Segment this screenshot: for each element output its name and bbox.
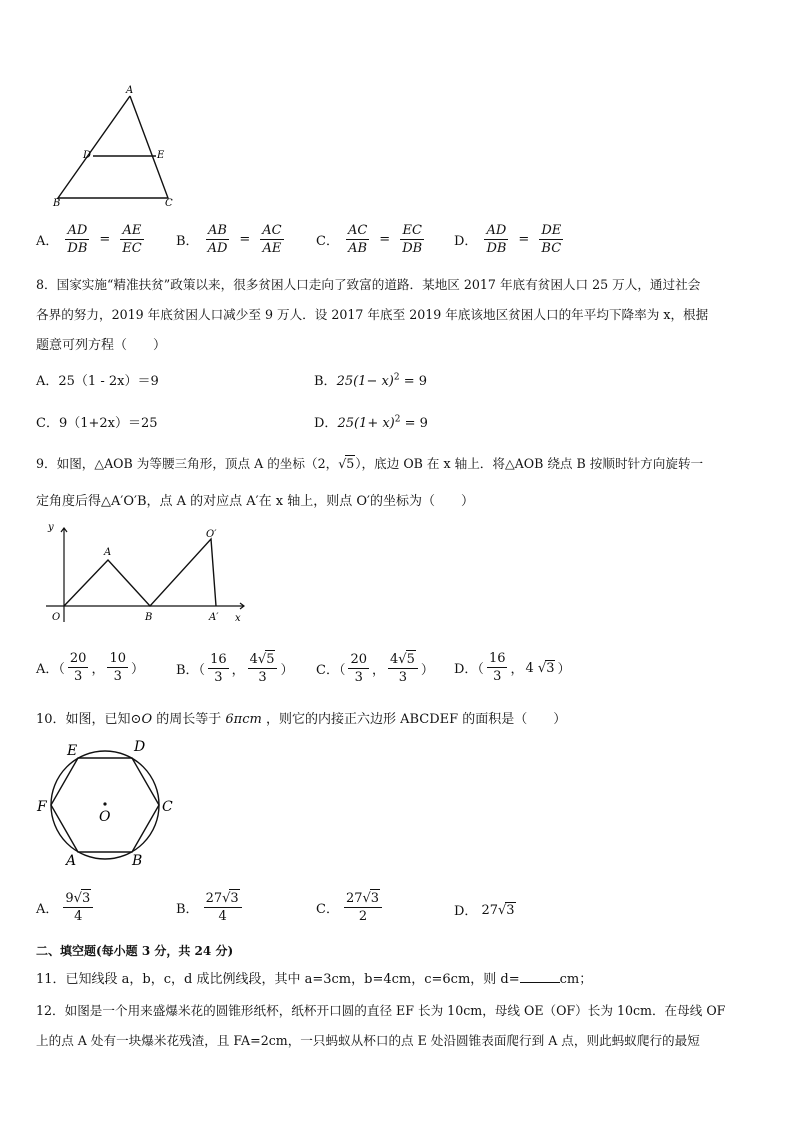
- label-a: A: [104, 547, 112, 558]
- section-2-heading: 二、填空题(每小题 3 分，共 24 分): [36, 944, 234, 958]
- q9-option-c[interactable]: C．（ $\frac{20}{3}$ ， $\frac{4√5}{3}$ ）: [316, 651, 434, 685]
- q9-line-2: 定角度后得△A′O′B，点 A 的对应点 A′在 x 轴上，则点 O′的坐标为（ ）: [36, 494, 474, 509]
- triangle-figure: [40, 82, 190, 212]
- label-b: B: [145, 612, 153, 623]
- q12-line-1: 12．如图是一个用来盛爆米花的圆锥形纸杯，纸杯开口圆的直径 EF 长为 10cm，母线 OE（OF）长为 10cm．在母线 OF: [36, 1003, 726, 1018]
- label-e: E: [157, 150, 165, 161]
- q11-answer-blank[interactable]: [520, 970, 560, 983]
- q8-line-3: 题意可列方程（ ）: [36, 338, 167, 353]
- q8-line-2: 各界的努力，2019 年底贫困人口减少至 9 万人．设 2017 年底至 2019 年底该地区贫困人口的年平均下降率为 x，根据: [36, 307, 709, 322]
- label-c: C: [162, 799, 173, 815]
- q10-option-a[interactable]: A． $\frac{9√3}{4}$: [36, 889, 94, 925]
- label-o: O: [99, 809, 111, 825]
- q7-option-b[interactable]: B． $\frac{AB}{AD}$ = $\frac{AC}{AE}$: [176, 223, 282, 256]
- q7-option-a[interactable]: A． $\frac{AD}{DB}$ = $\frac{AE}{EC}$: [36, 223, 142, 256]
- q8-option-d[interactable]: D．$25(1+ x)^2 = 9$: [314, 414, 428, 431]
- q9-option-b[interactable]: B．（ $\frac{16}{3}$ ， $\frac{4√5}{3}$ ）: [176, 651, 294, 685]
- q7-option-d[interactable]: D． $\frac{AD}{DB}$ = $\frac{DE}{BC}$: [454, 223, 562, 256]
- label-a: A: [126, 85, 134, 96]
- q7-option-c[interactable]: C． $\frac{AC}{AB}$ = $\frac{EC}{DB}$: [316, 223, 423, 256]
- axis-x-label: x: [235, 613, 241, 624]
- hexagon-figure: [36, 735, 186, 870]
- axis-y-label: y: [48, 522, 54, 533]
- q10-text: 10．如图，已知⊙O 的周长等于 6πcm ，则它的内接正六边形 ABCDEF 的面积是（ ）: [36, 712, 567, 727]
- label-d: D: [83, 150, 92, 161]
- q8-line-1: 8．国家实施“精准扶贫”政策以来，很多贫困人口走向了致富的道路．某地区 2017 年底有贫困人口 25 万人，通过社会: [36, 277, 701, 292]
- q11-text: 11．已知线段 a，b，c，d 成比例线段，其中 a=3cm，b=4cm，c=6cm，则 d= cm；: [36, 972, 593, 987]
- label-f: F: [37, 799, 47, 815]
- label-o: O: [52, 612, 61, 623]
- q12-line-2: 上的点 A 处有一块爆米花残渣，且 FA=2cm，一只蚂蚁从杯口的点 E 处沿圆锥表面爬行到 A 点，则此蚂蚁爬行的最短: [36, 1033, 700, 1048]
- coordinate-figure: [38, 518, 258, 628]
- q9-line-1: 9．如图，△AOB 为等腰三角形，顶点 A 的坐标（2，√5），底边 OB 在 x 轴上．将△AOB 绕点 B 按顺时针方向旋转一: [36, 456, 704, 471]
- q8-option-a[interactable]: A．25（1 - 2x）＝9: [36, 374, 159, 389]
- label-o-prime: O′: [206, 529, 217, 540]
- q8-option-b[interactable]: B．$25(1- x)^2 = 9$: [314, 372, 428, 389]
- label-e: E: [67, 743, 78, 759]
- label-a-prime: A′: [209, 612, 219, 623]
- label-d: D: [134, 739, 146, 755]
- label-c: C: [165, 198, 173, 209]
- q10-option-b[interactable]: B． $\frac{27√3}{4}$: [176, 889, 243, 925]
- q10-option-d[interactable]: D． 27√3: [454, 902, 515, 919]
- q8-option-c[interactable]: C．9（1+2x）＝25: [36, 416, 158, 431]
- q9-option-d[interactable]: D．（ $\frac{16}{3}$ ， 4 √3 ）: [454, 651, 571, 684]
- q9-option-a[interactable]: A．（ $\frac{20}{3}$ ， $\frac{10}{3}$ ）: [36, 651, 145, 684]
- label-b: B: [132, 853, 143, 869]
- label-b: B: [53, 198, 61, 209]
- label-a: A: [66, 853, 77, 869]
- q10-option-c[interactable]: C． $\frac{27√3}{2}$: [316, 889, 383, 925]
